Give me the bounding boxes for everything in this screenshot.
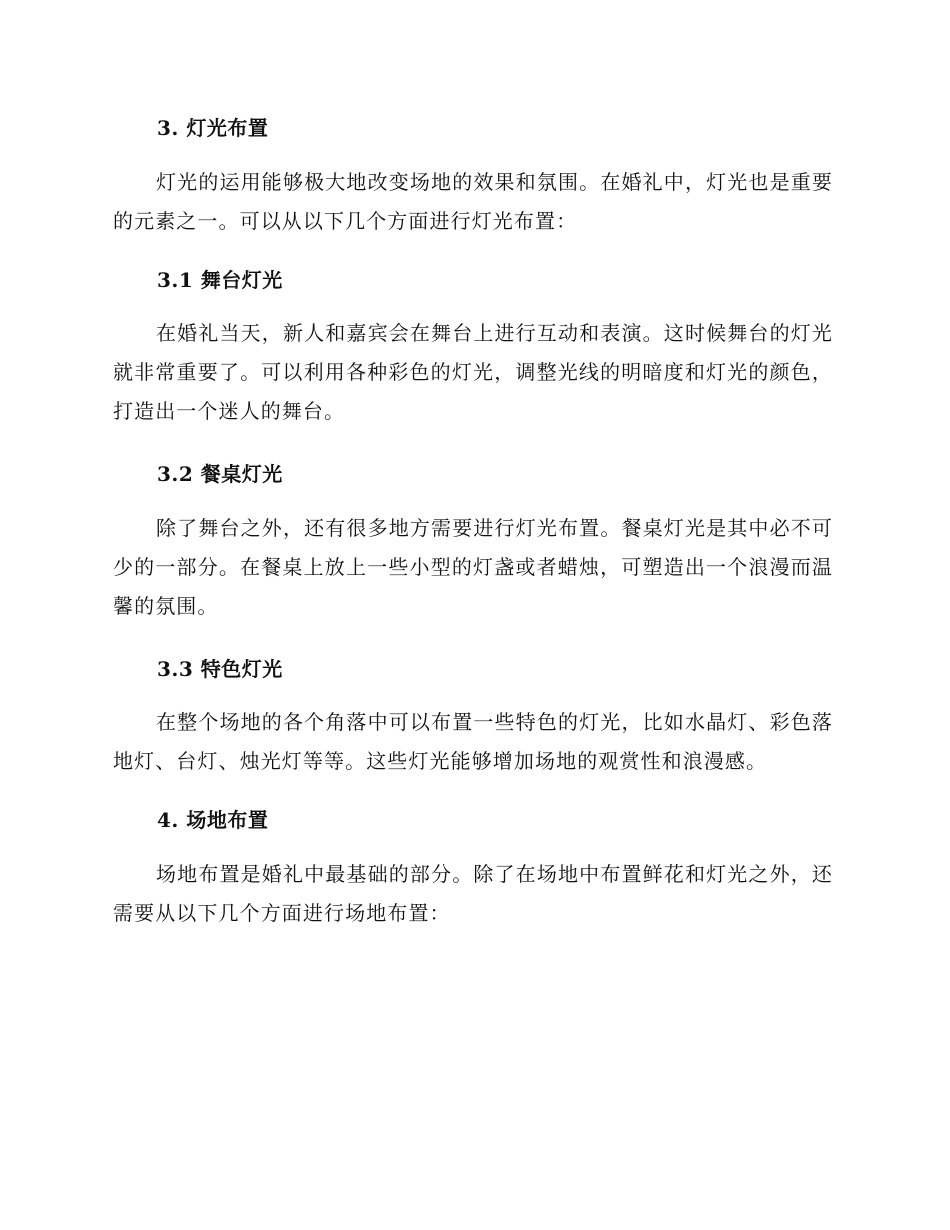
body-paragraph: 除了舞台之外，还有很多地方需要进行灯光布置。餐桌灯光是其中必不可少的一部分。在餐桌上放上一些小型的灯盏或者蜡烛，可塑造出一个浪漫而温馨的氛围。 <box>113 516 833 618</box>
body-paragraph: 灯光的运用能够极大地改变场地的效果和氛围。在婚礼中，灯光也是重要的元素之一。可以从以下几个方面进行灯光布置： <box>113 170 833 233</box>
subsection-heading: 3.3 特色灯光 <box>157 657 283 681</box>
section-heading: 4. 场地布置 <box>157 808 269 832</box>
subsection-heading: 3.2 餐桌灯光 <box>157 462 283 486</box>
body-paragraph: 场地布置是婚礼中最基础的部分。除了在场地中布置鲜花和灯光之外，还需要从以下几个方面进行场地布置： <box>113 862 833 925</box>
section-heading: 3. 灯光布置 <box>157 116 269 140</box>
body-paragraph: 在婚礼当天，新人和嘉宾会在舞台上进行互动和表演。这时候舞台的灯光就非常重要了。可以利用各种彩色的灯光，调整光线的明暗度和灯光的颜色，打造出一个迷人的舞台。 <box>113 321 833 423</box>
body-paragraph: 在整个场地的各个角落中可以布置一些特色的灯光，比如水晶灯、彩色落地灯、台灯、烛光灯等等。这些灯光能够增加场地的观赏性和浪漫感。 <box>113 710 833 773</box>
subsection-heading: 3.1 舞台灯光 <box>157 268 283 292</box>
